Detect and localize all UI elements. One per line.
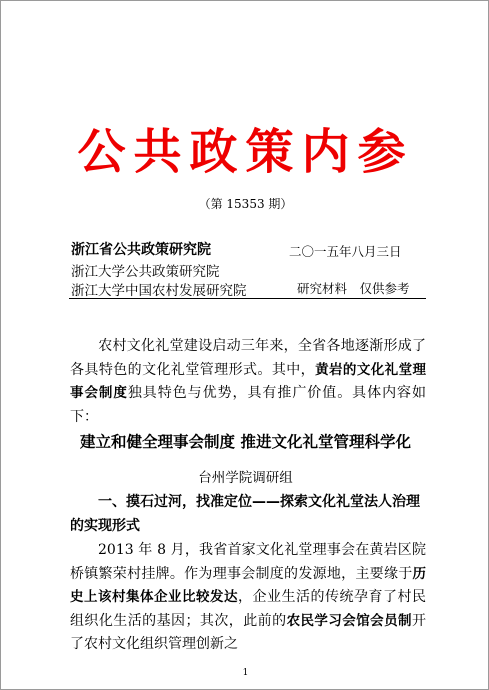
publication-date: 二〇一五年八月三日	[289, 244, 402, 259]
masthead-title: 公共政策内参	[77, 124, 414, 180]
body-text-3: 开了农村文化组织管理创新之	[70, 612, 426, 652]
material-note: 研究材料 仅供参考	[297, 281, 410, 296]
section-heading-text: 一、摸石过河，找准定位——探索文化礼堂法人治理的实现形式	[70, 494, 420, 534]
header-divider	[69, 298, 426, 299]
institution-primary: 浙江省公共政策研究院	[71, 242, 211, 258]
body-paragraph	[70, 539, 426, 657]
intro-text-2: 独具特色与优势，具有推广价值。具体内容如下：	[70, 385, 427, 425]
intro-text-1: 农村文化礼堂建设启动三年来，全省各地逐渐形成了各具特色的文化礼堂管理形式。其中，	[70, 338, 426, 378]
page-number: 1	[242, 668, 249, 678]
body-bold-text-2: 农民学习会馆会员制	[286, 612, 412, 629]
intro-paragraph	[70, 335, 426, 429]
intro-bold-text: 黄岩的文化礼堂理事会制度	[70, 361, 427, 401]
article-title: 建立和健全理事会制度 推进文化礼堂管理科学化	[80, 433, 411, 451]
institution-tertiary: 浙江大学中国农村发展研究院	[71, 283, 247, 299]
body-bold-text-1: 历史上该村集体企业比较发达	[70, 565, 426, 605]
body-text-1: 2013 年 8 月，我省首家文化礼堂理事会在黄岩区院桥镇繁荣村挂牌。作为理事会制度的发源地，主要缘于	[70, 542, 426, 582]
article-byline: 台州学院调研组	[198, 470, 293, 486]
body-text-2: ，企业生活的传统孕育了村民组织化生活的基因；其次，此前的	[70, 589, 426, 629]
issue-number: （第 15353 期）	[198, 197, 293, 211]
institution-secondary: 浙江大学公共政策研究院	[71, 264, 220, 280]
section-heading	[70, 490, 428, 538]
